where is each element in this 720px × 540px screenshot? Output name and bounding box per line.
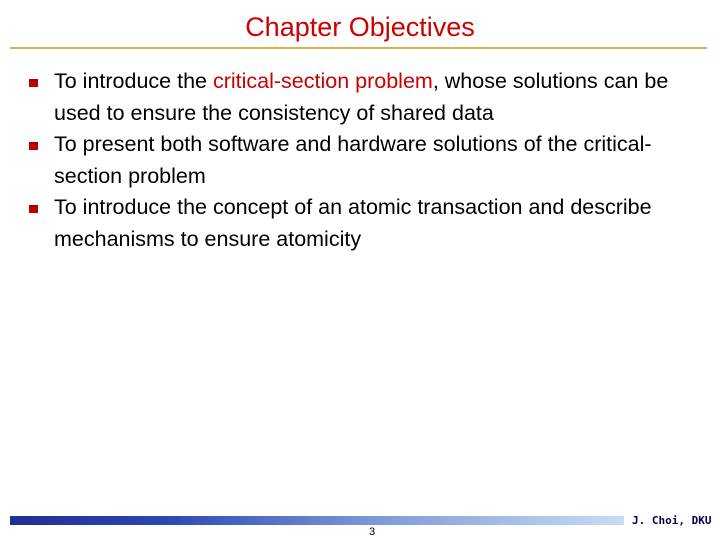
bullet-item <box>0 129 720 192</box>
author-credit: J. Choi, DKU <box>632 514 712 527</box>
square-bullet-icon <box>29 205 38 213</box>
footer-gradient-bar <box>10 516 624 525</box>
bullet-text: To introduce the concept of an atomic transaction and describe mechanisms to ensure atomicity <box>54 195 652 251</box>
square-bullet-icon <box>29 79 38 87</box>
bullet-text-end: , whose solutions can be used to ensure the consistency of shared data <box>54 69 669 125</box>
bullet-item <box>0 66 720 129</box>
bullet-item <box>0 192 720 255</box>
bullet-text-start: To introduce the <box>54 69 213 93</box>
page-number: 3 <box>368 526 376 538</box>
highlighted-term: critical-section problem <box>212 69 433 93</box>
slide-title: Chapter Objectives <box>245 12 475 42</box>
bullet-text <box>54 69 668 125</box>
bullet-text: To present both software and hardware solutions of the critical-section problem <box>54 132 652 188</box>
square-bullet-icon <box>29 142 38 150</box>
bullet-list <box>0 66 720 255</box>
title-divider <box>10 47 707 49</box>
